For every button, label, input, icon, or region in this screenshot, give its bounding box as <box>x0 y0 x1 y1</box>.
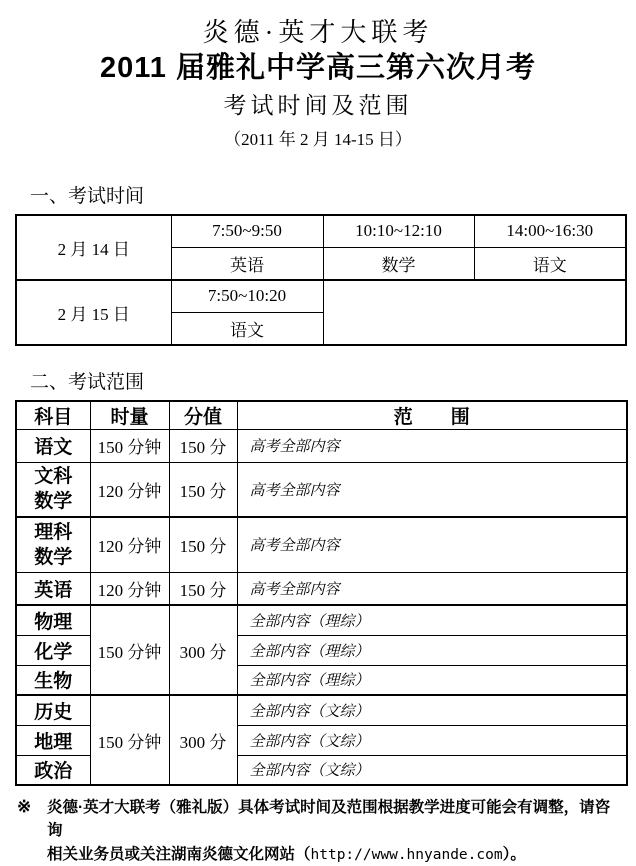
score-cell: 300 分 <box>169 605 237 695</box>
time-cell: 10:10~12:10 <box>323 215 474 248</box>
table-header-row <box>16 401 627 430</box>
subject-cell: 数学 <box>323 247 474 280</box>
table-row <box>16 280 626 313</box>
column-header-duration: 时量 <box>90 401 169 430</box>
subject-line: 理科 <box>34 521 73 543</box>
subject-line: 数学 <box>34 491 73 513</box>
footer-line-2-post: ）。 <box>502 845 526 863</box>
footer-note <box>17 796 620 866</box>
column-header-score: 分值 <box>169 401 237 430</box>
scope-cell: 全部内容（文综） <box>237 725 627 755</box>
duration-cell: 150 分钟 <box>90 429 169 462</box>
table-row <box>16 605 627 635</box>
subject-cell: 化学 <box>16 635 90 665</box>
duration-cell: 150 分钟 <box>90 695 169 785</box>
duration-cell: 120 分钟 <box>90 462 169 517</box>
exam-time-table <box>15 214 627 346</box>
subject-cell: 英语 <box>16 572 90 605</box>
scope-cell: 全部内容（理综） <box>237 605 627 635</box>
table-row <box>16 215 626 248</box>
date-cell: 2 月 14 日 <box>16 215 171 280</box>
scope-cell: 全部内容（理综） <box>237 635 627 665</box>
subject-cell <box>16 462 90 517</box>
column-header-scope: 范 围 <box>237 401 627 430</box>
score-cell: 150 分 <box>169 572 237 605</box>
duration-cell: 150 分钟 <box>90 605 169 695</box>
document-subtitle: 考试时间及范围 <box>223 92 413 118</box>
subject-line: 文科 <box>34 466 73 488</box>
column-header-subject: 科目 <box>16 401 90 430</box>
subject-cell: 语文 <box>16 429 90 462</box>
score-cell: 150 分 <box>169 429 237 462</box>
scope-cell: 高考全部内容 <box>237 572 627 605</box>
scope-cell: 全部内容（文综） <box>237 755 627 785</box>
duration-cell: 120 分钟 <box>90 572 169 605</box>
scope-cell: 高考全部内容 <box>237 462 627 517</box>
date-cell: 2 月 15 日 <box>16 280 171 345</box>
reference-mark: ※ <box>17 797 32 817</box>
time-cell: 7:50~9:50 <box>171 215 323 248</box>
footer-text <box>47 796 620 866</box>
scope-cell: 全部内容（理综） <box>237 665 627 695</box>
footer-line-1: 炎德·英才大联考（雅礼版）具体考试时间及范围根据教学进度可能会有调整，请咨询 <box>47 799 611 840</box>
subject-cell: 语文 <box>474 247 626 280</box>
score-cell: 150 分 <box>169 462 237 517</box>
table-row <box>16 572 627 605</box>
time-cell: 14:00~16:30 <box>474 215 626 248</box>
table-row <box>16 462 627 517</box>
table-row <box>16 429 627 462</box>
subject-cell: 政治 <box>16 755 90 785</box>
subject-cell: 生物 <box>16 665 90 695</box>
subject-cell <box>16 517 90 572</box>
section-heading-exam-time: 一、考试时间 <box>30 185 145 207</box>
exam-scope-table <box>15 400 628 787</box>
subject-cell: 物理 <box>16 605 90 635</box>
score-cell: 150 分 <box>169 517 237 572</box>
exam-date-range: （2011 年 2 月 14-15 日） <box>224 130 412 150</box>
duration-cell: 120 分钟 <box>90 517 169 572</box>
scope-cell: 全部内容（文综） <box>237 695 627 725</box>
subject-cell: 历史 <box>16 695 90 725</box>
brand-title: 炎德·英才大联考 <box>202 18 434 47</box>
empty-cell <box>323 280 626 345</box>
footer-line-2-pre: 相关业务员或关注湖南炎德文化网站（ <box>47 845 311 863</box>
section-heading-exam-scope: 二、考试范围 <box>30 371 145 393</box>
subject-line: 数学 <box>34 546 73 568</box>
table-row <box>16 695 627 725</box>
exam-title: 2011 届雅礼中学高三第六次月考 <box>100 51 536 84</box>
subject-cell: 语文 <box>171 312 323 345</box>
scope-cell: 高考全部内容 <box>237 517 627 572</box>
time-cell: 7:50~10:20 <box>171 280 323 313</box>
website-url: http://www.hnyande.com <box>310 846 503 863</box>
footer-line-2 <box>47 843 620 866</box>
subject-cell: 地理 <box>16 725 90 755</box>
score-cell: 300 分 <box>169 695 237 785</box>
table-row <box>16 517 627 572</box>
subject-cell: 英语 <box>171 247 323 280</box>
scope-cell: 高考全部内容 <box>237 429 627 462</box>
